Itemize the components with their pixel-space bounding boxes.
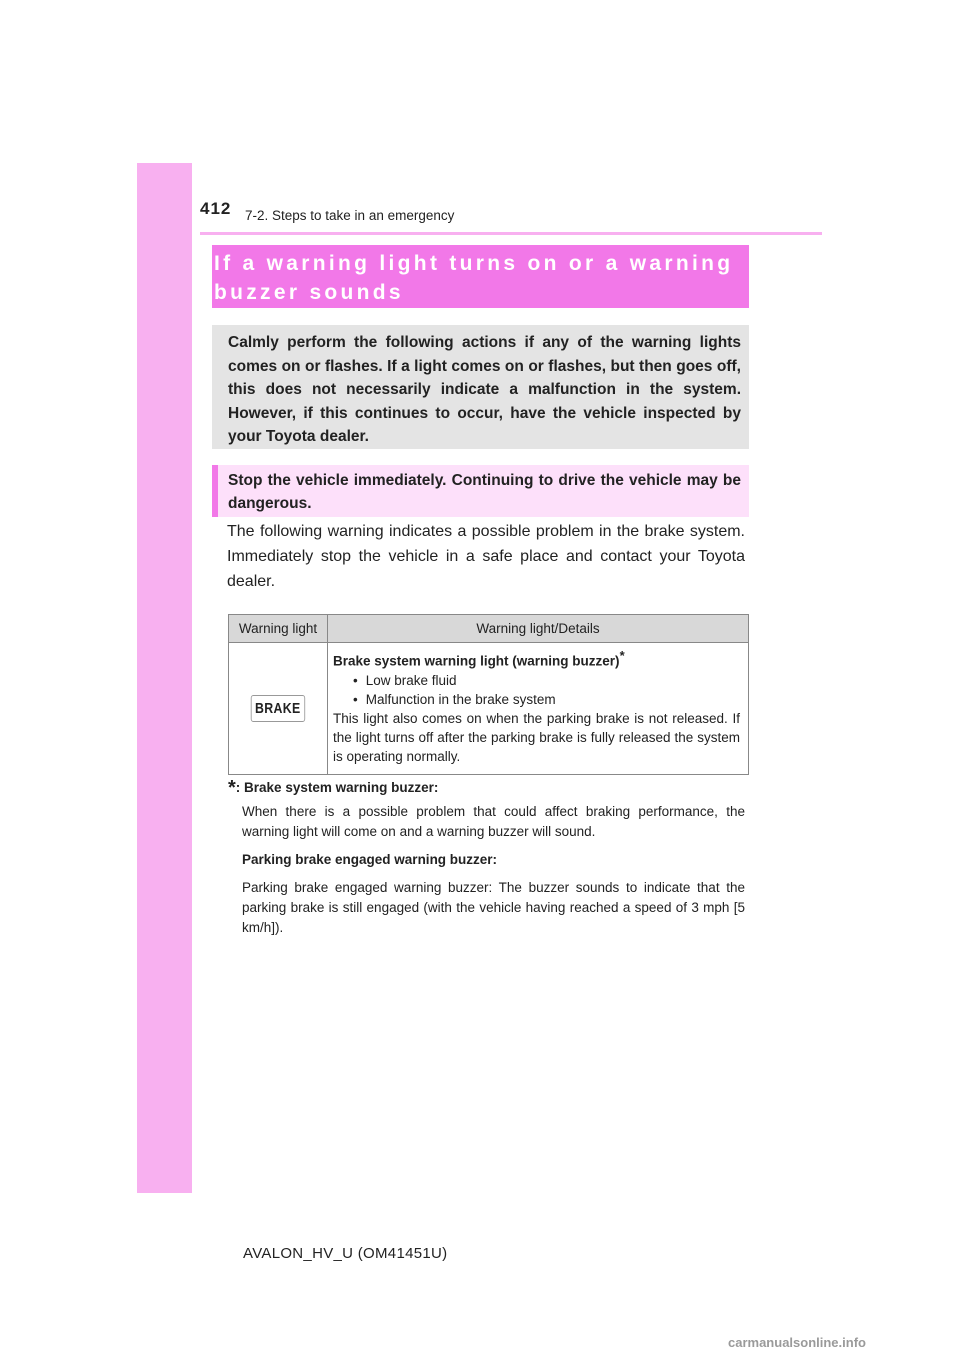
table-header-row xyxy=(229,615,749,643)
details-note: This light also comes on when the parking brake is not released. If the light turns off after the parking brake is fully released the system is operating normally. xyxy=(333,710,740,764)
details-heading-text: Brake system warning light (warning buzzer) xyxy=(333,653,620,669)
page-title xyxy=(212,245,749,308)
warning-light-cell xyxy=(229,643,328,775)
brake-warning-icon: BRAKE xyxy=(251,695,305,722)
list-item: • Low brake fluid xyxy=(353,671,740,690)
details-heading-star: * xyxy=(619,648,625,663)
footnote-subtitle: Parking brake engaged warning buzzer: xyxy=(242,852,498,867)
details-heading xyxy=(333,646,740,671)
warning-table xyxy=(228,614,749,775)
intro-box: Calmly perform the following actions if any of the warning lights comes on or flashes. If a light comes on or flashes, but then goes off, this does not necessarily indicate a malfunction in the system. However, if this continues to occur, have the vehicle inspected by your Toyota dealer. xyxy=(212,325,749,449)
header-rule xyxy=(200,232,822,235)
table-row xyxy=(229,643,749,775)
footnote-star: * xyxy=(228,777,236,799)
footnote-title-text: : Brake system warning buzzer: xyxy=(235,780,439,795)
footnote-text-1: When there is a possible problem that could affect braking performance, the warning light will come on and a warning buzzer will sound. xyxy=(242,804,745,839)
footer-code: AVALON_HV_U (OM41451U) xyxy=(243,1245,448,1262)
page-title-line1: If a warning light turns on or a warning xyxy=(214,252,734,275)
footnote-text-2: Parking brake engaged warning buzzer: The buzzer sounds to indicate that the parking brake is still engaged (with the vehicle having reached a speed of 3 mph [5 km/h]). xyxy=(242,880,745,935)
page-number: 412 xyxy=(200,199,232,218)
details-cell xyxy=(328,643,749,775)
details-bullets xyxy=(333,671,740,709)
stop-notice: Stop the vehicle immediately. Continuing to drive the vehicle may be dangerous. xyxy=(212,465,749,517)
list-item: • Malfunction in the brake system xyxy=(353,690,740,709)
side-strip xyxy=(137,163,192,1193)
section-title: 7-2. Steps to take in an emergency xyxy=(245,208,455,223)
body-text: The following warning indicates a possible problem in the brake system. Immediately stop the vehicle in a safe place and contact your Toyota dealer. xyxy=(227,523,745,590)
table-header-details: Warning light/Details xyxy=(328,615,749,643)
footnote-title xyxy=(228,778,745,798)
table-header-warning-light: Warning light xyxy=(229,615,328,643)
page-title-line2: buzzer sounds xyxy=(214,281,404,304)
watermark: carmanualsonline.info xyxy=(728,1335,866,1350)
footnote xyxy=(228,778,745,938)
